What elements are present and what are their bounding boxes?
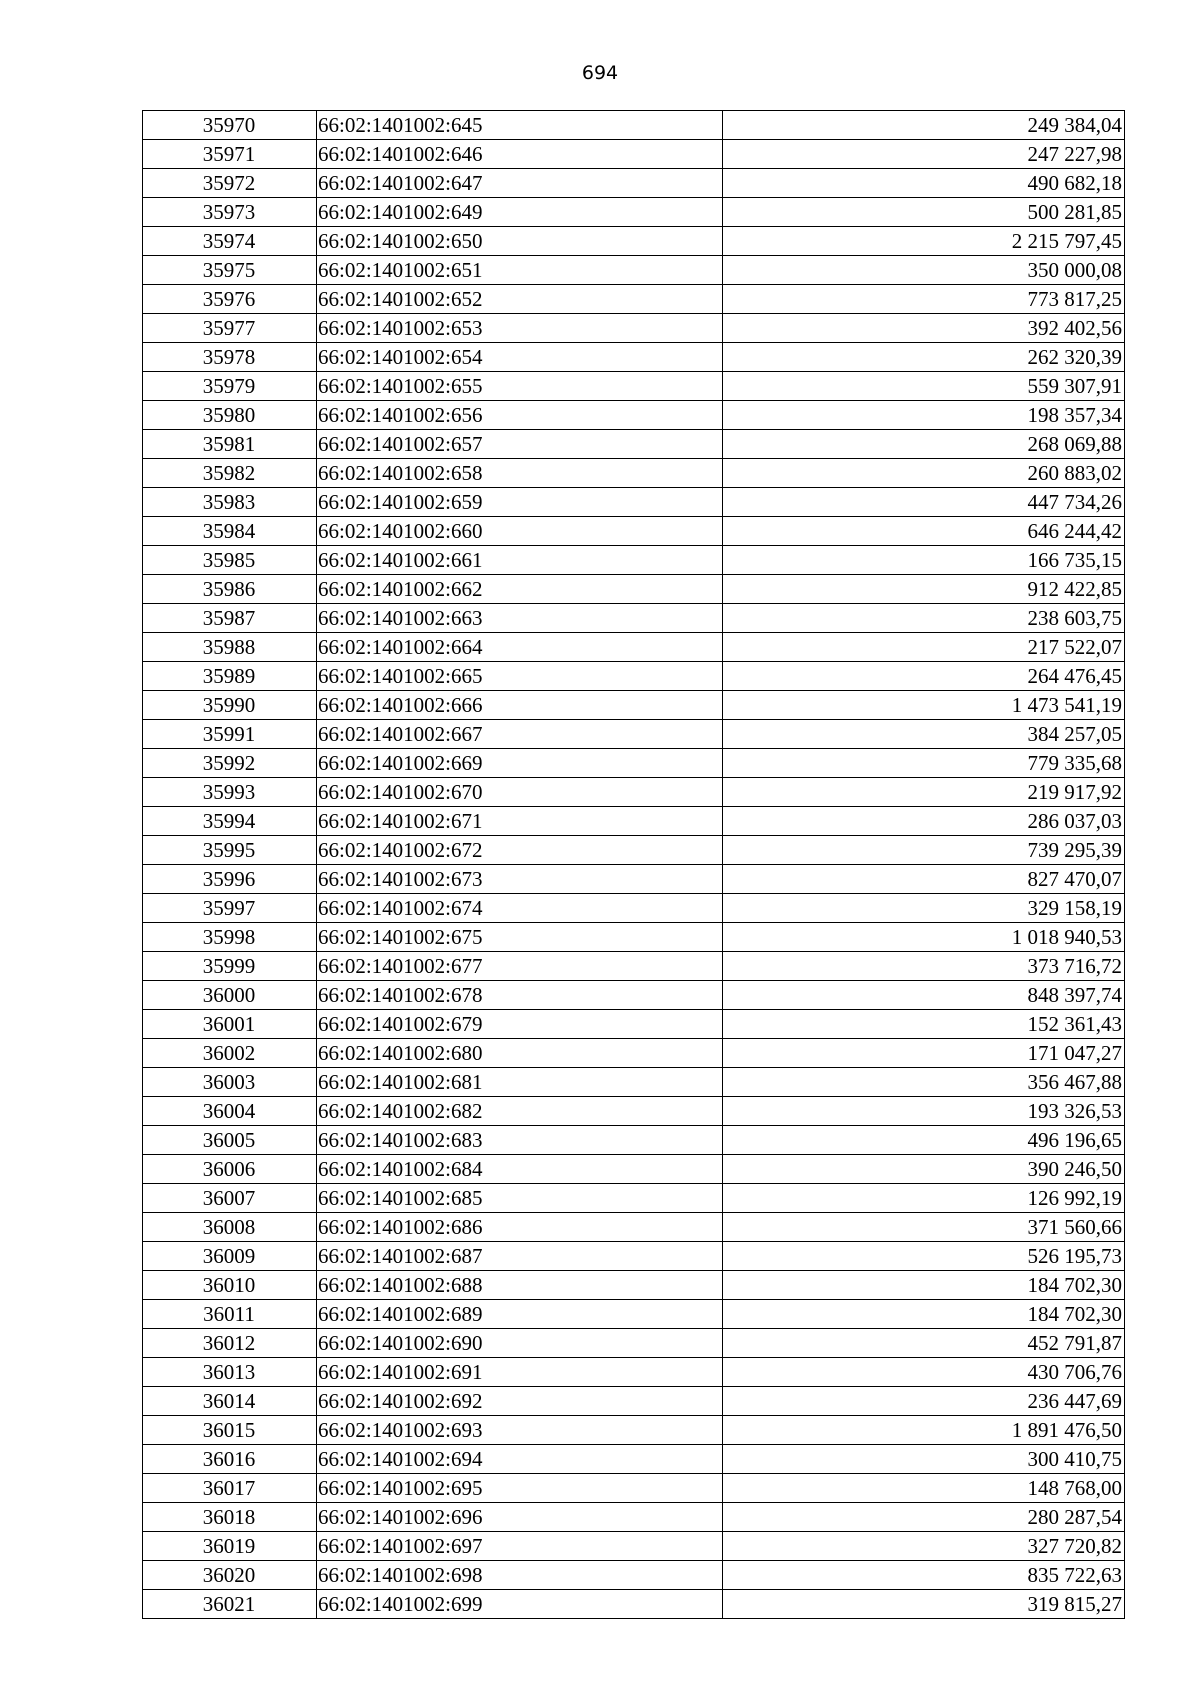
cadastral-value-cell: 262 320,39 xyxy=(723,343,1125,372)
cadastral-number-cell: 66:02:1401002:688 xyxy=(317,1271,723,1300)
cadastral-value-cell: 236 447,69 xyxy=(723,1387,1125,1416)
cadastral-number-cell: 66:02:1401002:665 xyxy=(317,662,723,691)
cadastral-number-cell: 66:02:1401002:647 xyxy=(317,169,723,198)
row-number-cell: 36007 xyxy=(143,1184,317,1213)
table-row xyxy=(143,1358,1125,1387)
row-number-cell: 35982 xyxy=(143,459,317,488)
table-row xyxy=(143,285,1125,314)
cadastral-number-cell: 66:02:1401002:680 xyxy=(317,1039,723,1068)
row-number-cell: 36002 xyxy=(143,1039,317,1068)
cadastral-number-cell: 66:02:1401002:660 xyxy=(317,517,723,546)
cadastral-value-cell: 280 287,54 xyxy=(723,1503,1125,1532)
row-number-cell: 36019 xyxy=(143,1532,317,1561)
cadastral-number-cell: 66:02:1401002:646 xyxy=(317,140,723,169)
cadastral-number-cell: 66:02:1401002:655 xyxy=(317,372,723,401)
row-number-cell: 36016 xyxy=(143,1445,317,1474)
cadastral-value-cell: 249 384,04 xyxy=(723,111,1125,140)
table-row xyxy=(143,575,1125,604)
table-row xyxy=(143,314,1125,343)
row-number-cell: 36013 xyxy=(143,1358,317,1387)
row-number-cell: 36012 xyxy=(143,1329,317,1358)
cadastral-number-cell: 66:02:1401002:664 xyxy=(317,633,723,662)
table-row xyxy=(143,372,1125,401)
row-number-cell: 35980 xyxy=(143,401,317,430)
table-row xyxy=(143,546,1125,575)
row-number-cell: 36014 xyxy=(143,1387,317,1416)
table-row xyxy=(143,111,1125,140)
cadastral-number-cell: 66:02:1401002:684 xyxy=(317,1155,723,1184)
cadastral-value-cell: 490 682,18 xyxy=(723,169,1125,198)
row-number-cell: 35987 xyxy=(143,604,317,633)
cadastral-number-cell: 66:02:1401002:666 xyxy=(317,691,723,720)
table-row xyxy=(143,198,1125,227)
table-row xyxy=(143,256,1125,285)
row-number-cell: 36011 xyxy=(143,1300,317,1329)
table-row xyxy=(143,1329,1125,1358)
cadastral-value-cell: 526 195,73 xyxy=(723,1242,1125,1271)
table-row xyxy=(143,1474,1125,1503)
cadastral-number-cell: 66:02:1401002:653 xyxy=(317,314,723,343)
cadastral-number-cell: 66:02:1401002:677 xyxy=(317,952,723,981)
table-row xyxy=(143,1242,1125,1271)
cadastral-number-cell: 66:02:1401002:687 xyxy=(317,1242,723,1271)
row-number-cell: 35997 xyxy=(143,894,317,923)
cadastral-number-cell: 66:02:1401002:654 xyxy=(317,343,723,372)
row-number-cell: 36015 xyxy=(143,1416,317,1445)
cadastral-value-cell: 500 281,85 xyxy=(723,198,1125,227)
row-number-cell: 36000 xyxy=(143,981,317,1010)
table-row xyxy=(143,1503,1125,1532)
row-number-cell: 35990 xyxy=(143,691,317,720)
cadastral-value-cell: 171 047,27 xyxy=(723,1039,1125,1068)
cadastral-number-cell: 66:02:1401002:693 xyxy=(317,1416,723,1445)
cadastral-value-cell: 350 000,08 xyxy=(723,256,1125,285)
table-row xyxy=(143,836,1125,865)
row-number-cell: 35971 xyxy=(143,140,317,169)
table-row xyxy=(143,1590,1125,1619)
cadastral-number-cell: 66:02:1401002:650 xyxy=(317,227,723,256)
table-row xyxy=(143,1416,1125,1445)
cadastral-number-cell: 66:02:1401002:696 xyxy=(317,1503,723,1532)
cadastral-number-cell: 66:02:1401002:686 xyxy=(317,1213,723,1242)
table-row xyxy=(143,1039,1125,1068)
cadastral-value-cell: 300 410,75 xyxy=(723,1445,1125,1474)
table-row xyxy=(143,227,1125,256)
row-number-cell: 36021 xyxy=(143,1590,317,1619)
row-number-cell: 35995 xyxy=(143,836,317,865)
cadastral-number-cell: 66:02:1401002:694 xyxy=(317,1445,723,1474)
table-row xyxy=(143,865,1125,894)
cadastral-value-cell: 329 158,19 xyxy=(723,894,1125,923)
row-number-cell: 35988 xyxy=(143,633,317,662)
row-number-cell: 35996 xyxy=(143,865,317,894)
table-row xyxy=(143,1068,1125,1097)
cadastral-number-cell: 66:02:1401002:669 xyxy=(317,749,723,778)
row-number-cell: 36001 xyxy=(143,1010,317,1039)
cadastral-value-cell: 371 560,66 xyxy=(723,1213,1125,1242)
row-number-cell: 35991 xyxy=(143,720,317,749)
cadastral-number-cell: 66:02:1401002:699 xyxy=(317,1590,723,1619)
cadastral-value-cell: 827 470,07 xyxy=(723,865,1125,894)
row-number-cell: 35970 xyxy=(143,111,317,140)
table-body xyxy=(143,111,1125,1619)
cadastral-value-cell: 1 473 541,19 xyxy=(723,691,1125,720)
table-row xyxy=(143,1010,1125,1039)
cadastral-value-cell: 430 706,76 xyxy=(723,1358,1125,1387)
cadastral-number-cell: 66:02:1401002:651 xyxy=(317,256,723,285)
row-number-cell: 35981 xyxy=(143,430,317,459)
cadastral-number-cell: 66:02:1401002:658 xyxy=(317,459,723,488)
row-number-cell: 35979 xyxy=(143,372,317,401)
cadastral-value-cell: 319 815,27 xyxy=(723,1590,1125,1619)
table-row xyxy=(143,343,1125,372)
row-number-cell: 35973 xyxy=(143,198,317,227)
cadastral-value-cell: 447 734,26 xyxy=(723,488,1125,517)
cadastral-number-cell: 66:02:1401002:656 xyxy=(317,401,723,430)
cadastral-value-cell: 392 402,56 xyxy=(723,314,1125,343)
cadastral-number-cell: 66:02:1401002:661 xyxy=(317,546,723,575)
cadastral-value-cell: 848 397,74 xyxy=(723,981,1125,1010)
cadastral-value-cell: 559 307,91 xyxy=(723,372,1125,401)
cadastral-value-cell: 739 295,39 xyxy=(723,836,1125,865)
table-row xyxy=(143,1561,1125,1590)
row-number-cell: 35985 xyxy=(143,546,317,575)
cadastral-number-cell: 66:02:1401002:674 xyxy=(317,894,723,923)
cadastral-number-cell: 66:02:1401002:692 xyxy=(317,1387,723,1416)
cadastral-value-cell: 1 891 476,50 xyxy=(723,1416,1125,1445)
cadastral-number-cell: 66:02:1401002:657 xyxy=(317,430,723,459)
table-row xyxy=(143,401,1125,430)
cadastral-value-cell: 264 476,45 xyxy=(723,662,1125,691)
cadastral-value-cell: 496 196,65 xyxy=(723,1126,1125,1155)
table-row xyxy=(143,1184,1125,1213)
row-number-cell: 36008 xyxy=(143,1213,317,1242)
table-row xyxy=(143,459,1125,488)
row-number-cell: 36005 xyxy=(143,1126,317,1155)
row-number-cell: 36003 xyxy=(143,1068,317,1097)
table-row xyxy=(143,1213,1125,1242)
row-number-cell: 36004 xyxy=(143,1097,317,1126)
table-row xyxy=(143,604,1125,633)
cadastral-value-cell: 198 357,34 xyxy=(723,401,1125,430)
cadastral-value-cell: 779 335,68 xyxy=(723,749,1125,778)
cadastral-number-cell: 66:02:1401002:682 xyxy=(317,1097,723,1126)
cadastral-number-cell: 66:02:1401002:663 xyxy=(317,604,723,633)
cadastral-number-cell: 66:02:1401002:659 xyxy=(317,488,723,517)
cadastral-value-cell: 835 722,63 xyxy=(723,1561,1125,1590)
cadastral-number-cell: 66:02:1401002:689 xyxy=(317,1300,723,1329)
table-row xyxy=(143,1126,1125,1155)
cadastral-number-cell: 66:02:1401002:690 xyxy=(317,1329,723,1358)
cadastral-value-cell: 193 326,53 xyxy=(723,1097,1125,1126)
table-row xyxy=(143,720,1125,749)
row-number-cell: 36006 xyxy=(143,1155,317,1184)
cadastral-number-cell: 66:02:1401002:685 xyxy=(317,1184,723,1213)
table-row xyxy=(143,140,1125,169)
table-row xyxy=(143,169,1125,198)
cadastral-number-cell: 66:02:1401002:652 xyxy=(317,285,723,314)
row-number-cell: 35984 xyxy=(143,517,317,546)
cadastral-value-cell: 247 227,98 xyxy=(723,140,1125,169)
cadastral-value-cell: 148 768,00 xyxy=(723,1474,1125,1503)
cadastral-number-cell: 66:02:1401002:673 xyxy=(317,865,723,894)
cadastral-value-cell: 646 244,42 xyxy=(723,517,1125,546)
table-row xyxy=(143,1387,1125,1416)
cadastral-number-cell: 66:02:1401002:667 xyxy=(317,720,723,749)
table-row xyxy=(143,517,1125,546)
row-number-cell: 35978 xyxy=(143,343,317,372)
cadastral-number-cell: 66:02:1401002:697 xyxy=(317,1532,723,1561)
cadastral-value-cell: 384 257,05 xyxy=(723,720,1125,749)
table-row xyxy=(143,1532,1125,1561)
cadastral-number-cell: 66:02:1401002:672 xyxy=(317,836,723,865)
row-number-cell: 36020 xyxy=(143,1561,317,1590)
cadastral-number-cell: 66:02:1401002:695 xyxy=(317,1474,723,1503)
cadastral-number-cell: 66:02:1401002:691 xyxy=(317,1358,723,1387)
table-row xyxy=(143,807,1125,836)
row-number-cell: 35998 xyxy=(143,923,317,952)
table-row xyxy=(143,923,1125,952)
row-number-cell: 35974 xyxy=(143,227,317,256)
table-row xyxy=(143,749,1125,778)
cadastral-value-cell: 2 215 797,45 xyxy=(723,227,1125,256)
cadastral-number-cell: 66:02:1401002:681 xyxy=(317,1068,723,1097)
cadastral-number-cell: 66:02:1401002:698 xyxy=(317,1561,723,1590)
row-number-cell: 36009 xyxy=(143,1242,317,1271)
cadastral-value-cell: 217 522,07 xyxy=(723,633,1125,662)
row-number-cell: 35993 xyxy=(143,778,317,807)
row-number-cell: 36017 xyxy=(143,1474,317,1503)
table-row xyxy=(143,981,1125,1010)
table-row xyxy=(143,1155,1125,1184)
cadastral-value-cell: 773 817,25 xyxy=(723,285,1125,314)
cadastral-number-cell: 66:02:1401002:678 xyxy=(317,981,723,1010)
cadastral-value-cell: 184 702,30 xyxy=(723,1271,1125,1300)
cadastral-number-cell: 66:02:1401002:671 xyxy=(317,807,723,836)
cadastral-number-cell: 66:02:1401002:679 xyxy=(317,1010,723,1039)
cadastral-value-cell: 912 422,85 xyxy=(723,575,1125,604)
table-row xyxy=(143,633,1125,662)
cadastral-value-cell: 260 883,02 xyxy=(723,459,1125,488)
table-row xyxy=(143,1445,1125,1474)
table-row xyxy=(143,430,1125,459)
cadastral-number-cell: 66:02:1401002:675 xyxy=(317,923,723,952)
cadastral-value-cell: 238 603,75 xyxy=(723,604,1125,633)
table-row xyxy=(143,1097,1125,1126)
cadastral-value-cell: 219 917,92 xyxy=(723,778,1125,807)
table-row xyxy=(143,1300,1125,1329)
row-number-cell: 35992 xyxy=(143,749,317,778)
cadastral-value-table xyxy=(142,110,1125,1619)
cadastral-value-cell: 286 037,03 xyxy=(723,807,1125,836)
row-number-cell: 35972 xyxy=(143,169,317,198)
cadastral-value-cell: 268 069,88 xyxy=(723,430,1125,459)
cadastral-number-cell: 66:02:1401002:683 xyxy=(317,1126,723,1155)
cadastral-value-cell: 373 716,72 xyxy=(723,952,1125,981)
cadastral-value-cell: 184 702,30 xyxy=(723,1300,1125,1329)
table-row xyxy=(143,894,1125,923)
row-number-cell: 35989 xyxy=(143,662,317,691)
cadastral-value-cell: 166 735,15 xyxy=(723,546,1125,575)
row-number-cell: 36010 xyxy=(143,1271,317,1300)
row-number-cell: 35975 xyxy=(143,256,317,285)
table-row xyxy=(143,488,1125,517)
cadastral-value-cell: 356 467,88 xyxy=(723,1068,1125,1097)
cadastral-number-cell: 66:02:1401002:649 xyxy=(317,198,723,227)
row-number-cell: 36018 xyxy=(143,1503,317,1532)
cadastral-value-cell: 390 246,50 xyxy=(723,1155,1125,1184)
cadastral-value-cell: 452 791,87 xyxy=(723,1329,1125,1358)
row-number-cell: 35986 xyxy=(143,575,317,604)
cadastral-value-cell: 327 720,82 xyxy=(723,1532,1125,1561)
row-number-cell: 35994 xyxy=(143,807,317,836)
cadastral-value-cell: 152 361,43 xyxy=(723,1010,1125,1039)
cadastral-value-cell: 126 992,19 xyxy=(723,1184,1125,1213)
table-row xyxy=(143,952,1125,981)
table-row xyxy=(143,1271,1125,1300)
page-number: 694 xyxy=(581,62,619,84)
row-number-cell: 35976 xyxy=(143,285,317,314)
cadastral-value-cell: 1 018 940,53 xyxy=(723,923,1125,952)
cadastral-number-cell: 66:02:1401002:662 xyxy=(317,575,723,604)
cadastral-number-cell: 66:02:1401002:645 xyxy=(317,111,723,140)
cadastral-number-cell: 66:02:1401002:670 xyxy=(317,778,723,807)
row-number-cell: 35999 xyxy=(143,952,317,981)
row-number-cell: 35977 xyxy=(143,314,317,343)
row-number-cell: 35983 xyxy=(143,488,317,517)
table-row xyxy=(143,778,1125,807)
table-row xyxy=(143,691,1125,720)
table-row xyxy=(143,662,1125,691)
